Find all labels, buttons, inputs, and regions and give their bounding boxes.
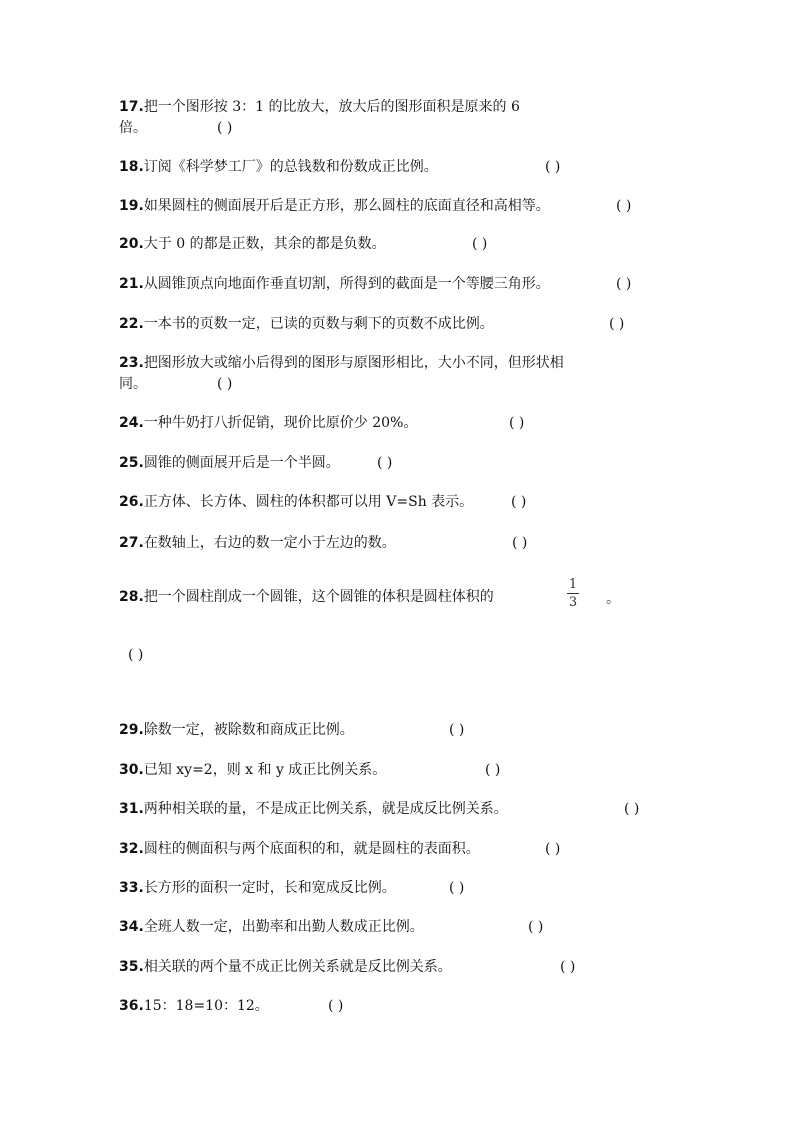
question-21 bbox=[119, 273, 550, 295]
question-number: 18. bbox=[119, 159, 144, 175]
fraction-one-third bbox=[566, 578, 580, 609]
question-text: 全班人数一定，出勤率和出勤人数成正比例。 bbox=[143, 919, 424, 935]
question-36 bbox=[119, 995, 269, 1017]
question-number: 33. bbox=[119, 880, 144, 896]
answer-bracket[interactable]: ( ) bbox=[128, 647, 144, 663]
question-31 bbox=[119, 798, 508, 820]
question-text: 圆锥的侧面展开后是一个半圆。 bbox=[143, 455, 340, 471]
question-text: 除数一定，被除数和商成正比例。 bbox=[143, 722, 354, 738]
answer-bracket[interactable]: ( ) bbox=[217, 376, 233, 392]
question-text: 如果圆柱的侧面展开后是正方形，那么圆柱的底面直径和高相等。 bbox=[143, 198, 550, 214]
question-number: 36. bbox=[119, 998, 144, 1014]
answer-bracket[interactable]: ( ) bbox=[616, 198, 632, 214]
question-text: 两种相关联的量，不是成正比例关系，就是成反比例关系。 bbox=[143, 801, 508, 817]
question-23-continuation: 同。 bbox=[119, 376, 147, 392]
answer-bracket[interactable]: ( ) bbox=[449, 880, 465, 896]
question-29 bbox=[119, 719, 354, 741]
answer-bracket[interactable]: ( ) bbox=[545, 841, 561, 857]
answer-bracket[interactable]: ( ) bbox=[472, 236, 488, 252]
answer-bracket[interactable]: ( ) bbox=[624, 801, 640, 817]
question-17 bbox=[119, 96, 520, 118]
question-number: 21. bbox=[119, 276, 144, 292]
fraction-denominator: 3 bbox=[568, 595, 578, 610]
question-30 bbox=[119, 759, 386, 781]
answer-bracket[interactable]: ( ) bbox=[528, 919, 544, 935]
question-20 bbox=[119, 233, 386, 255]
question-number: 25. bbox=[119, 455, 144, 471]
question-27 bbox=[119, 532, 396, 554]
question-34 bbox=[119, 916, 424, 938]
question-number: 27. bbox=[119, 535, 144, 551]
answer-bracket[interactable]: ( ) bbox=[560, 959, 576, 975]
question-text: 把一个圆柱削成一个圆锥，这个圆锥的体积是圆柱体积的 bbox=[143, 589, 494, 605]
question-23 bbox=[119, 352, 564, 374]
question-text: 一种牛奶打八折促销，现价比原价少 20%。 bbox=[143, 415, 418, 431]
question-number: 22. bbox=[119, 316, 144, 332]
question-25 bbox=[119, 452, 340, 474]
question-text: 订阅《科学梦工厂》的总钱数和份数成正比例。 bbox=[143, 159, 438, 175]
question-number: 35. bbox=[119, 959, 144, 975]
question-number: 20. bbox=[119, 236, 144, 252]
answer-bracket[interactable]: ( ) bbox=[509, 415, 525, 431]
question-number: 19. bbox=[119, 198, 144, 214]
question-text: 长方形的面积一定时，长和宽成反比例。 bbox=[143, 880, 396, 896]
answer-bracket[interactable]: ( ) bbox=[449, 722, 465, 738]
question-18 bbox=[119, 156, 438, 178]
answer-bracket[interactable]: ( ) bbox=[328, 998, 344, 1014]
question-32 bbox=[119, 838, 480, 860]
question-26 bbox=[119, 491, 473, 513]
question-text: 已知 xy=2，则 x 和 y 成正比例关系。 bbox=[143, 762, 387, 778]
question-text: 15：18=10：12。 bbox=[143, 998, 269, 1014]
answer-bracket[interactable]: ( ) bbox=[217, 120, 233, 136]
question-number: 28. bbox=[119, 589, 144, 605]
question-28-tail: 。 bbox=[606, 591, 620, 607]
question-number: 32. bbox=[119, 841, 144, 857]
question-24 bbox=[119, 412, 417, 434]
question-text: 正方体、长方体、圆柱的体积都可以用 V=Sh 表示。 bbox=[143, 494, 474, 510]
question-number: 34. bbox=[119, 919, 144, 935]
question-number: 26. bbox=[119, 494, 144, 510]
question-text: 在数轴上，右边的数一定小于左边的数。 bbox=[143, 535, 396, 551]
question-35 bbox=[119, 956, 452, 978]
answer-bracket[interactable]: ( ) bbox=[377, 455, 393, 471]
question-19 bbox=[119, 195, 550, 217]
answer-bracket[interactable]: ( ) bbox=[609, 316, 625, 332]
answer-bracket[interactable]: ( ) bbox=[616, 276, 632, 292]
question-33 bbox=[119, 877, 396, 899]
question-text: 把图形放大或缩小后得到的图形与原图形相比，大小不同，但形状相 bbox=[143, 355, 564, 371]
question-text: 一本书的页数一定，已读的页数与剩下的页数不成比例。 bbox=[143, 316, 494, 332]
question-28 bbox=[119, 586, 494, 608]
question-17-continuation: 倍。 bbox=[119, 120, 147, 136]
fraction-numerator: 1 bbox=[568, 577, 578, 592]
question-text: 把一个图形按 3：1 的比放大，放大后的图形面积是原来的 6 bbox=[143, 99, 520, 115]
question-text: 从圆锥顶点向地面作垂直切割，所得到的截面是一个等腰三角形。 bbox=[143, 276, 550, 292]
question-text: 大于 0 的都是正数，其余的都是负数。 bbox=[143, 236, 386, 252]
question-text: 圆柱的侧面积与两个底面积的和，就是圆柱的表面积。 bbox=[143, 841, 480, 857]
question-number: 31. bbox=[119, 801, 144, 817]
answer-bracket[interactable]: ( ) bbox=[511, 494, 527, 510]
question-22 bbox=[119, 313, 494, 335]
question-text: 相关联的两个量不成正比例关系就是反比例关系。 bbox=[143, 959, 452, 975]
question-number: 29. bbox=[119, 722, 144, 738]
answer-bracket[interactable]: ( ) bbox=[485, 762, 501, 778]
question-number: 17. bbox=[119, 99, 144, 115]
question-number: 30. bbox=[119, 762, 144, 778]
question-number: 24. bbox=[119, 415, 144, 431]
question-number: 23. bbox=[119, 355, 144, 371]
answer-bracket[interactable]: ( ) bbox=[512, 535, 528, 551]
answer-bracket[interactable]: ( ) bbox=[545, 159, 561, 175]
